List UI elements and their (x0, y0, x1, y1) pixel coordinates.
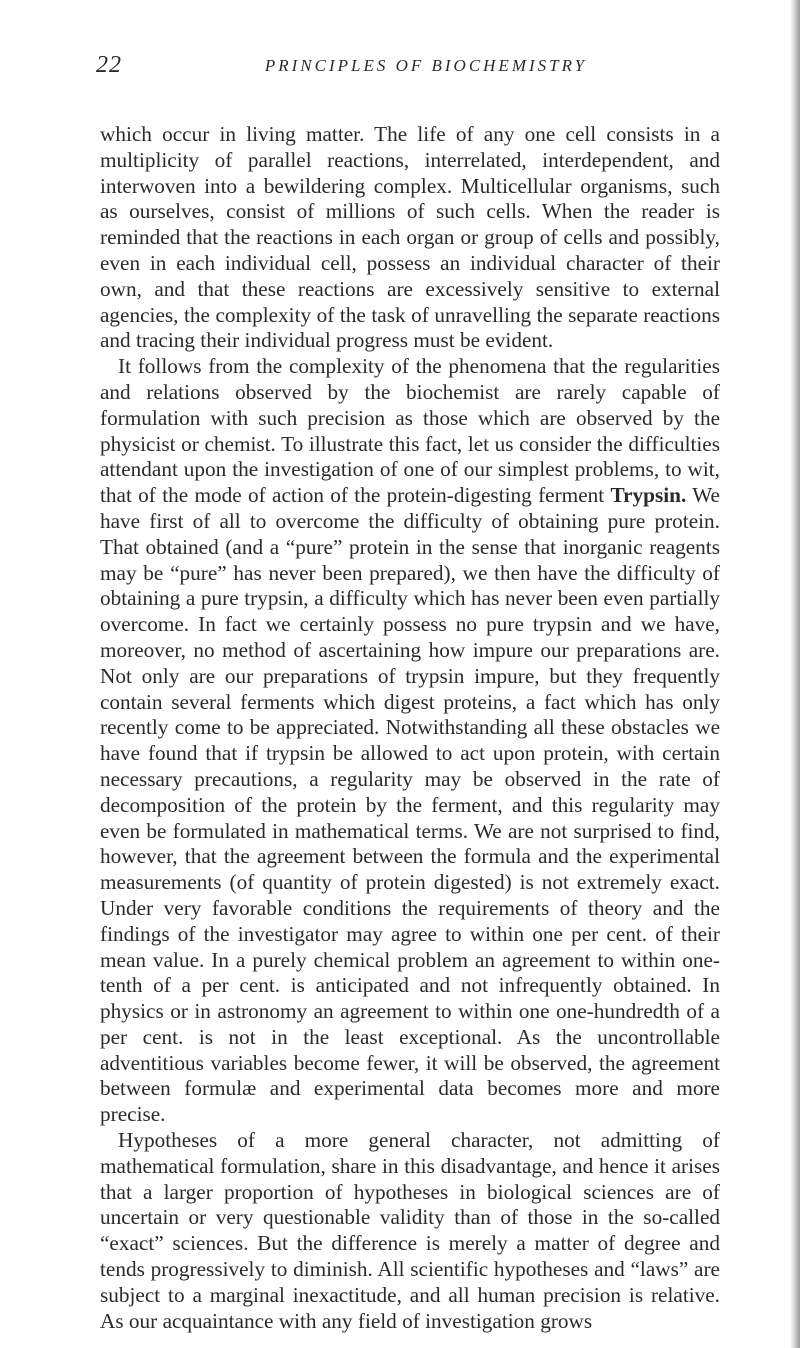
paragraph-3: Hypotheses of a more general character, not admitting of mathematical formulation, share in this disadvantage, and hence it arises that a larger proportion of hypotheses in biological sciences are of uncertain or very questionable validity than of those in the so-called “exact” sciences. But the difference is merely a matter of degree and tends progressively to diminish. All scientific hypotheses and “laws” are subject to a marginal inexactitude, and all human precision is relative. As our acquaintance with any field of investigation grows (100, 1128, 720, 1333)
paragraph-2-bold-term: Trypsin. (610, 483, 687, 508)
running-title: PRINCIPLES OF BIOCHEMISTRY (264, 56, 588, 75)
body-text (100, 122, 720, 1334)
page-edge-shadow (790, 0, 800, 1348)
page-number: 22 (96, 52, 122, 78)
paragraph-2 (100, 354, 720, 1128)
paragraph-2-text-after: We have first of all to overcome the difficulty of obtaining pure protein. That obtained (and a “pure” protein in the sense that inorganic reagents may be “pure” has never been prepared), we then have the difficulty of obtaining a pure trypsin, a difficulty which has never been even partially overcome. In fact we certainly possess no pure trypsin and we have, moreover, no method of ascertaining how impure our preparations are. Not only are our preparations of trypsin impure, but they frequently contain several ferments which digest proteins, a fact which has only recently come to be appreciated. Notwithstanding all these obstacles we have found that if trypsin be allowed to act upon protein, with certain necessary precautions, a regularity may be observed in the rate of decomposition of the protein by the ferment, and this regularity may even be formulated in mathematical terms. We are not surprised to find, however, that the agreement between the formula and the experimental measurements (of quantity of protein digested) is not extremely exact. Under very favorable conditions the requirements of theory and the findings of the investigator may agree to within one per cent. of their mean value. In a purely chemical problem an agreement to within one-tenth of a per cent. is anticipated and not infrequently obtained. In physics or in astronomy an agreement to within one one-hundredth of a per cent. is not in the least exceptional. As the uncontrollable adventitious variables become fewer, it will be observed, the agreement between formulæ and experimental data becomes more and more precise. (100, 483, 720, 1127)
paragraph-1: which occur in living matter. The life of any one cell consists in a multiplicity of parallel reactions, interrelated, interdependent, and interwoven into a bewildering complex. Multicellular organisms, such as ourselves, consist of millions of such cells. When the reader is reminded that the reactions in each organ or group of cells and possibly, even in each individual cell, possess an individual character of their own, and that these reactions are excessively sensitive to external agencies, the complexity of the task of unravelling the separate reactions and tracing their individual progress must be evident. (100, 122, 720, 353)
paragraph-2-text-before: It follows from the complexity of the phenomena that the regularities and relations observed by the biochemist are rarely capable of formulation with such precision as those which are observed by the physicist or chemist. To illustrate this fact, let us consider the difficulties attendant upon the investigation of one of our simplest problems, to wit, that of the mode of action of the protein-digesting ferment (100, 354, 720, 508)
page-header (96, 52, 716, 82)
